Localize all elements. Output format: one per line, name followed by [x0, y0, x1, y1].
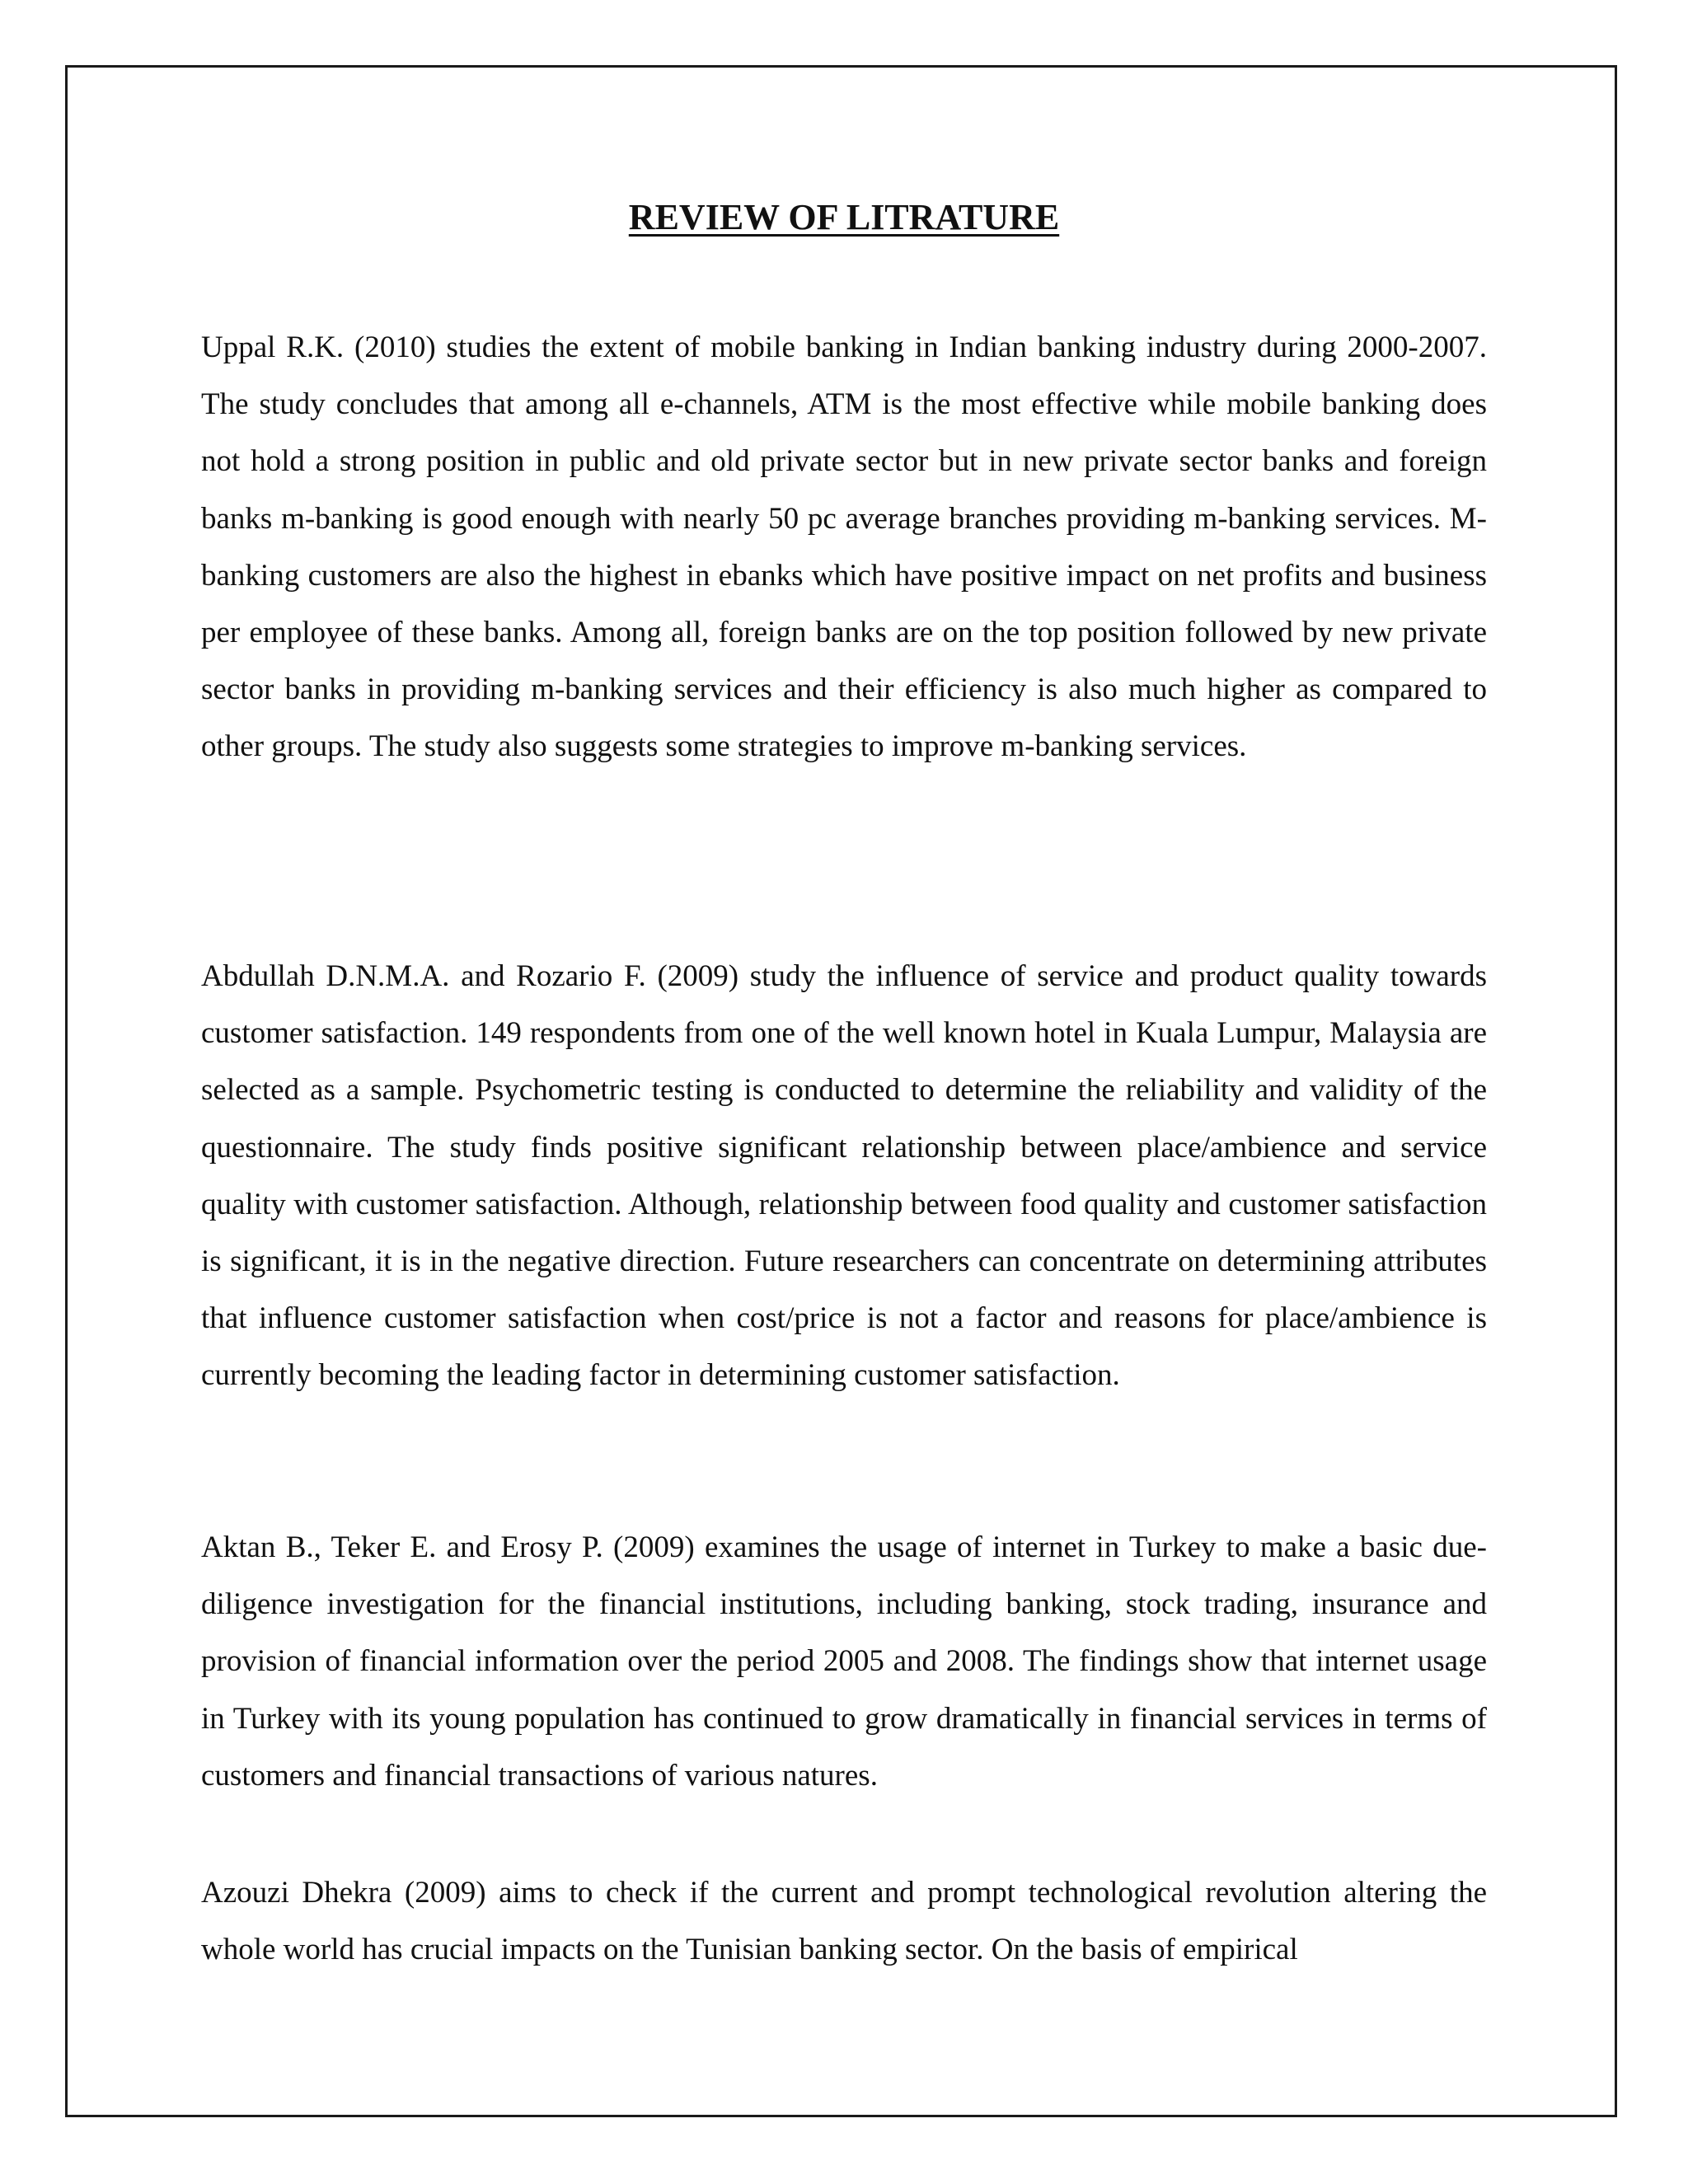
paragraph-abdullah-rozario: Abdullah D.N.M.A. and Rozario F. (2009) study the influence of service and product quality towards customer satisfaction. 149 respondents from one of the well known hotel in Kuala Lumpur, Malaysia are selected as a sample. Psychometric testing is conducted to determine the reliability and validity of the questionnaire. The study finds positive significant relationship between place/ambience and service quality with customer satisfaction. Although, relationship between food quality and customer satisfaction is significant, it is in the negative direction. Future researchers can concentrate on determining attributes that influence customer satisfaction when cost/price is not a factor and reasons for place/ambience is currently becoming the leading factor in determining customer satisfaction.	[201, 959, 1487, 1393]
page-title: REVIEW OF LITRATURE	[628, 197, 1060, 237]
paragraph-aktan-teker-erosy: Aktan B., Teker E. and Erosy P. (2009) examines the usage of internet in Turkey to make a basic due-diligence investigation for the financial institutions, including banking, stock trading, insurance and provision of financial information over the period 2005 and 2008. The findings show that internet usage in Turkey with its young population has continued to grow dramatically in financial services in terms of customers and financial transactions of various natures.	[201, 1530, 1487, 1793]
paragraph-uppal: Uppal R.K. (2010) studies the extent of mobile banking in Indian banking industry during 2000-2007. The study concludes that among all e-channels, ATM is the most effective while mobile banking does not hold a strong position in public and old private sector but in new private sector banks and foreign banks m-banking is good enough with nearly 50 pc average branches providing m-banking services. M-banking customers are also the highest in ebanks which have positive impact on net profits and business per employee of these banks. Among all, foreign banks are on the top position followed by new private sector banks in providing m-banking services and their efficiency is also much higher as compared to other groups. The study also suggests some strategies to improve m-banking services.	[201, 330, 1487, 764]
paragraph-azouzi-dhekra: Azouzi Dhekra (2009) aims to check if the current and prompt technological revolution altering the whole world has crucial impacts on the Tunisian banking sector. On the basis of empirical	[201, 1876, 1487, 1967]
